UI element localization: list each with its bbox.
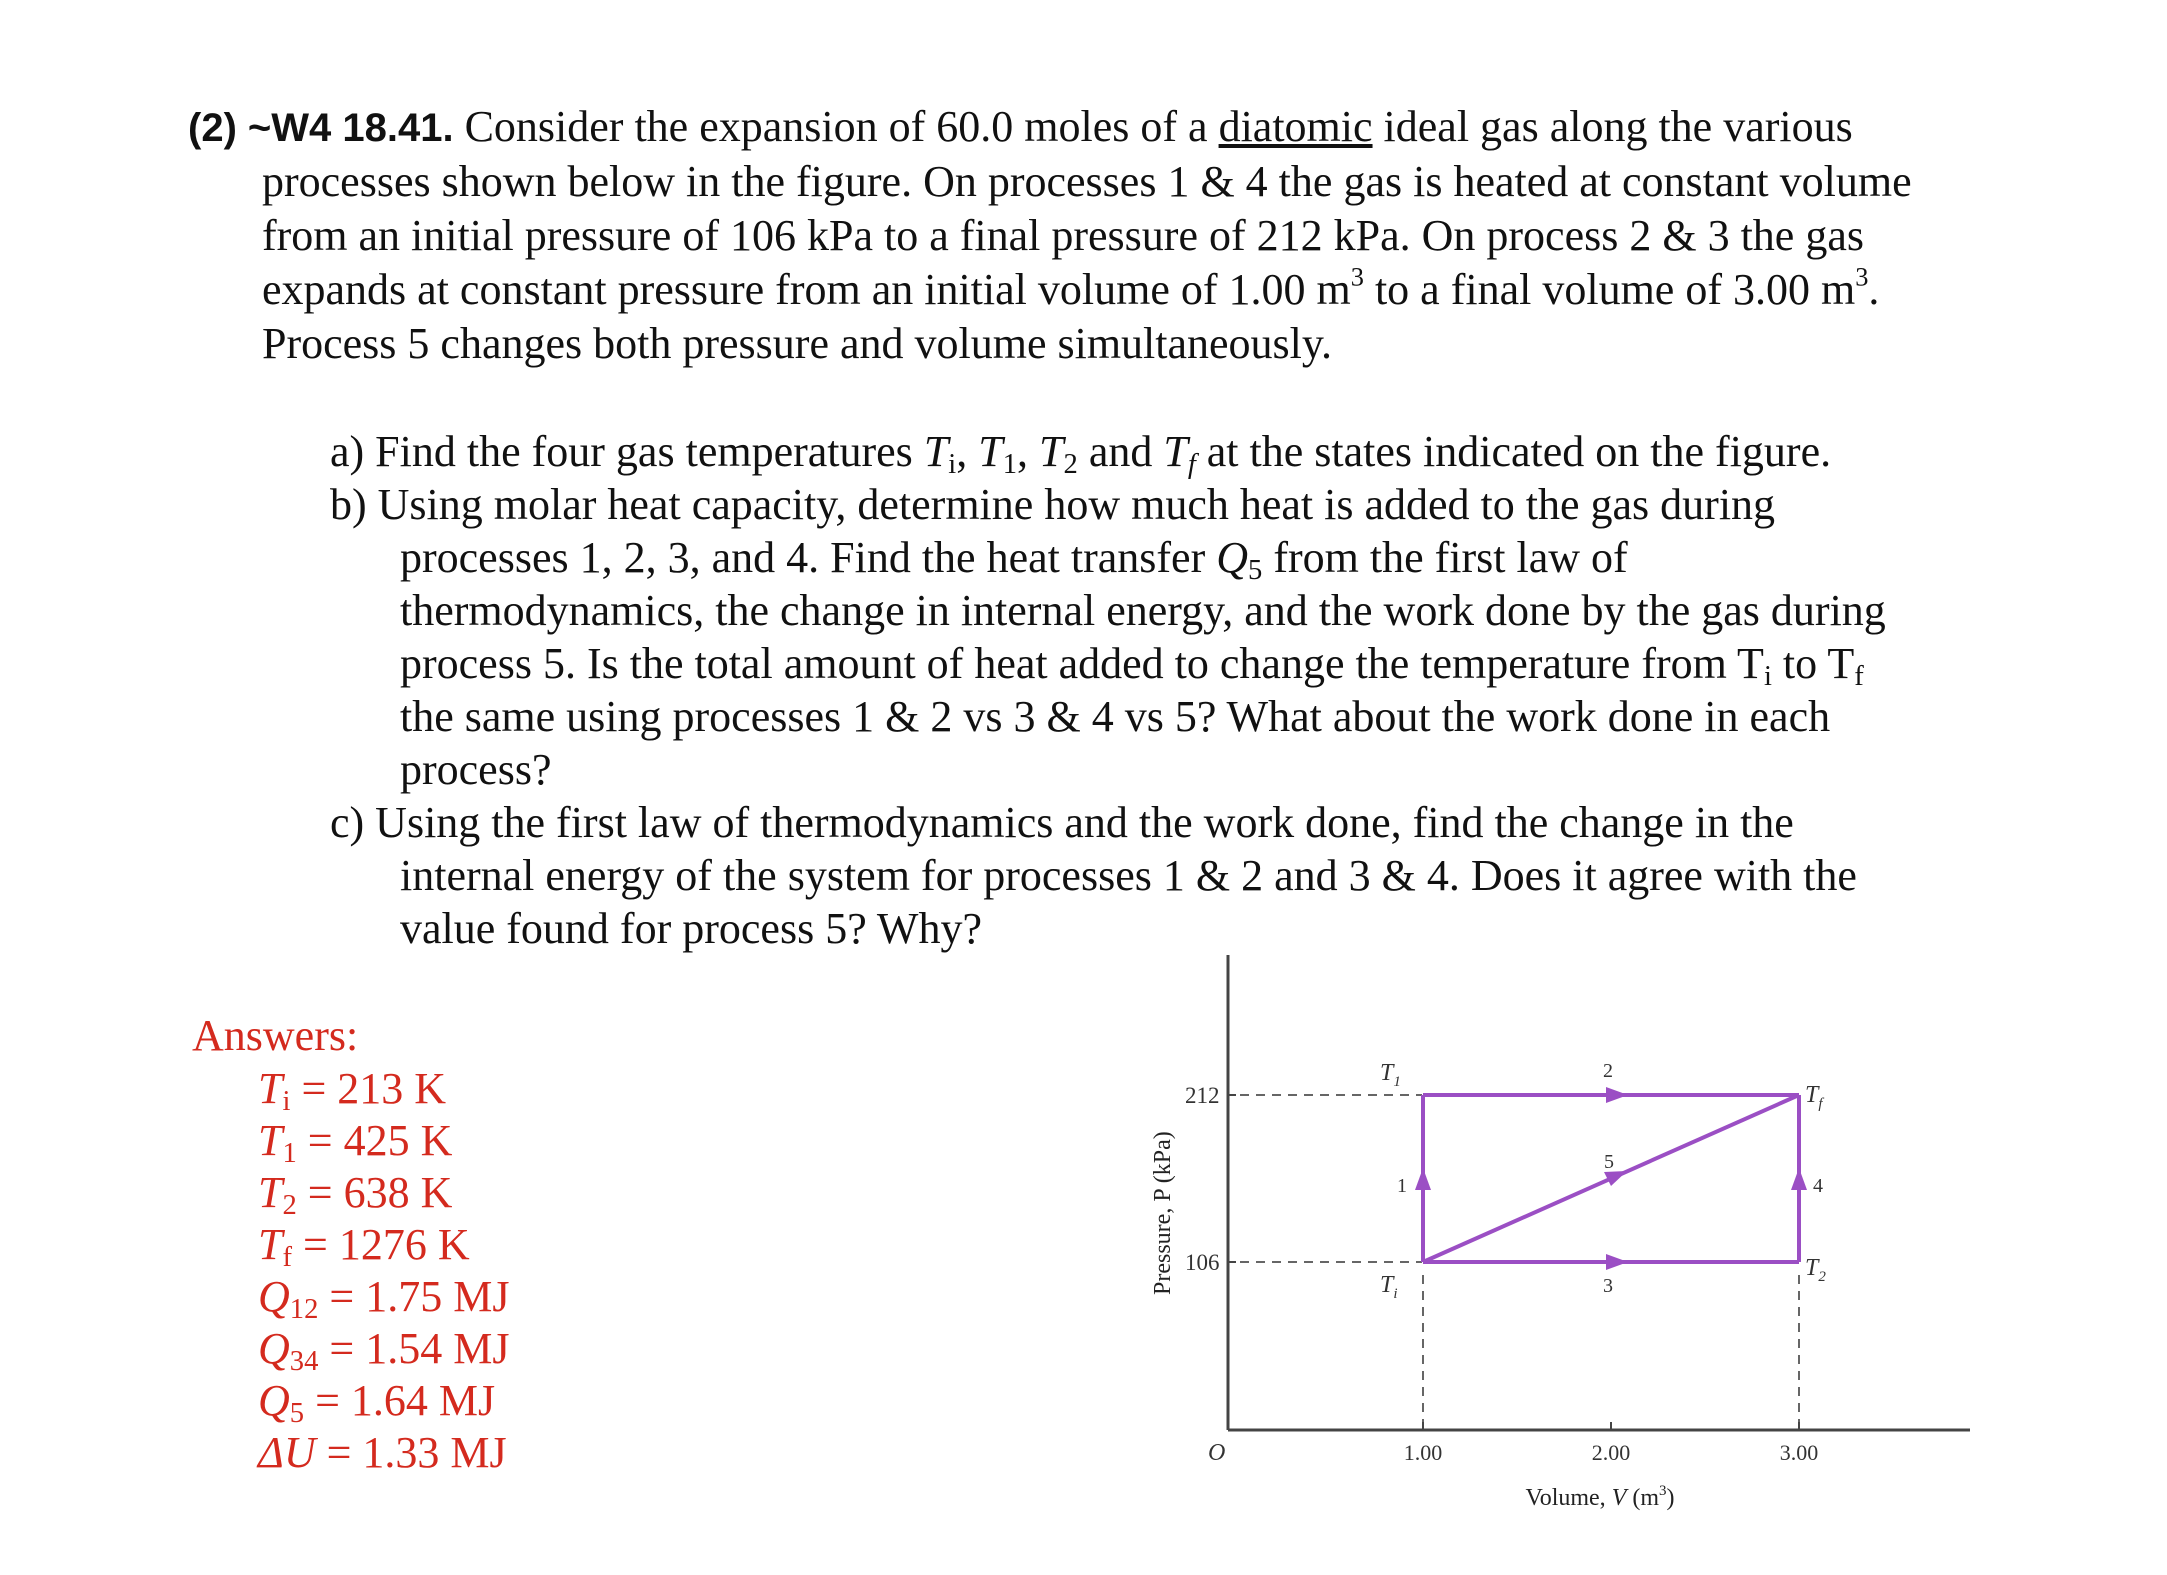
arrow-process-4 [1791,1168,1807,1190]
arrow-process-2 [1606,1087,1628,1103]
answer-row: $Q_5 = 1.64$ MJ [258,1376,496,1430]
problem-line-1a: Consider the expansion of 60.0 moles of a [464,102,1219,151]
part-a: a) Find the four gas temperatures $T_i$, $T_1$, $T_2$ and $T_f$ at the states indicated on the figure. [330,427,1832,481]
state-Tf: $T_f$ [1805,1082,1823,1112]
process-label-5: 5 [1604,1151,1614,1173]
process-label-1: 1 [1397,1175,1407,1197]
answer-row: $T_i = 213$ K [258,1064,447,1118]
answers-list [258,1063,509,1479]
origin-label: O [1208,1440,1226,1466]
question-parts: a) Find the four gas temperatures $T_i$, $T_1$, $T_2$ and $T_f$ at the states indicated on the figure. b) Using molar heat capacity, determine how much heat is added to the gas during processes 1, 2, 3, and 4. Find the heat transfer $Q_5$ from the first law of thermodynamics, the change in internal energy, and the work done by the gas during process 5. Is the total amount of heat added to change the temperature from $T_i$ to $T_f$ the same using processes 1 & 2 vs 3 & 4 vs 5? What about the work done in each process? c) Using the first law of thermodynamics and the work done, find the change in the internal energy of the system for processes 1 & 2 and 3 & 4. Does it agree with the value found for process 5? Why? [330,427,1886,953]
problem-statement [190,100,2090,371]
x-axis-label: Volume, V $(m^3)$ [1525,1483,1675,1511]
answer-row: $T_1 = 425$ K [258,1116,453,1170]
arrow-process-3 [1606,1254,1628,1270]
problem-code: ~W4 18.41. [247,106,454,150]
y-tick-106: 106 [1185,1250,1220,1275]
problem-line-1b: ideal gas along the various [1372,102,1853,151]
process-label-2: 2 [1603,1060,1613,1082]
y-tick-212: 212 [1185,1083,1220,1108]
answer-row: $T_f = 1276$ K [258,1220,470,1274]
y-axis-label: Pressure, P (kPa) [1150,1131,1176,1295]
x-tick-1: 1.00 [1403,1440,1443,1465]
diatomic-underlined: diatomic [1218,102,1373,151]
problem-line-5: Process 5 changes both pressure and volume simultaneously. [262,319,1333,368]
state-Ti: $T_i$ [1380,1272,1398,1302]
x-tick-2: 2.00 [1591,1440,1631,1465]
state-T1: $T_1$ [1380,1060,1401,1090]
problem-line-3: from an initial pressure of 106 kPa to a final pressure of 212 kPa. On process 2 & 3 the gas [262,211,1864,260]
x-tick-3: 3.00 [1779,1440,1819,1465]
problem-number: (2) [188,106,237,150]
pv-diagram [1130,950,1990,1550]
answer-row: $Q_{34} = 1.54$ MJ [258,1324,510,1378]
answer-row: $Q_{12} = 1.75$ MJ [258,1272,510,1326]
problem-line-2: processes shown below in the figure. On processes 1 & 4 the gas is heated at constant volume [262,157,1912,206]
problem-line-4: expands at constant pressure from an initial volume of 1.00 $m^3$ to a final volume of 3.00 $m^3$. [262,261,1880,314]
process-label-4: 4 [1813,1175,1823,1197]
answers-title: Answers: [192,1011,359,1060]
part-c: c) Using the first law of thermodynamics and the work done, find the change in the [330,798,1794,847]
arrow-process-1 [1415,1168,1431,1190]
part-b: b) Using molar heat capacity, determine how much heat is added to the gas during [330,480,1776,529]
process-label-3: 3 [1603,1275,1613,1297]
state-T2: $T_2$ [1805,1255,1826,1285]
arrow-process-5 [1604,1171,1627,1186]
answer-row: $T_2 = 638$ K [258,1168,453,1222]
answer-row: ΔU = 1.33 MJ [258,1428,507,1477]
